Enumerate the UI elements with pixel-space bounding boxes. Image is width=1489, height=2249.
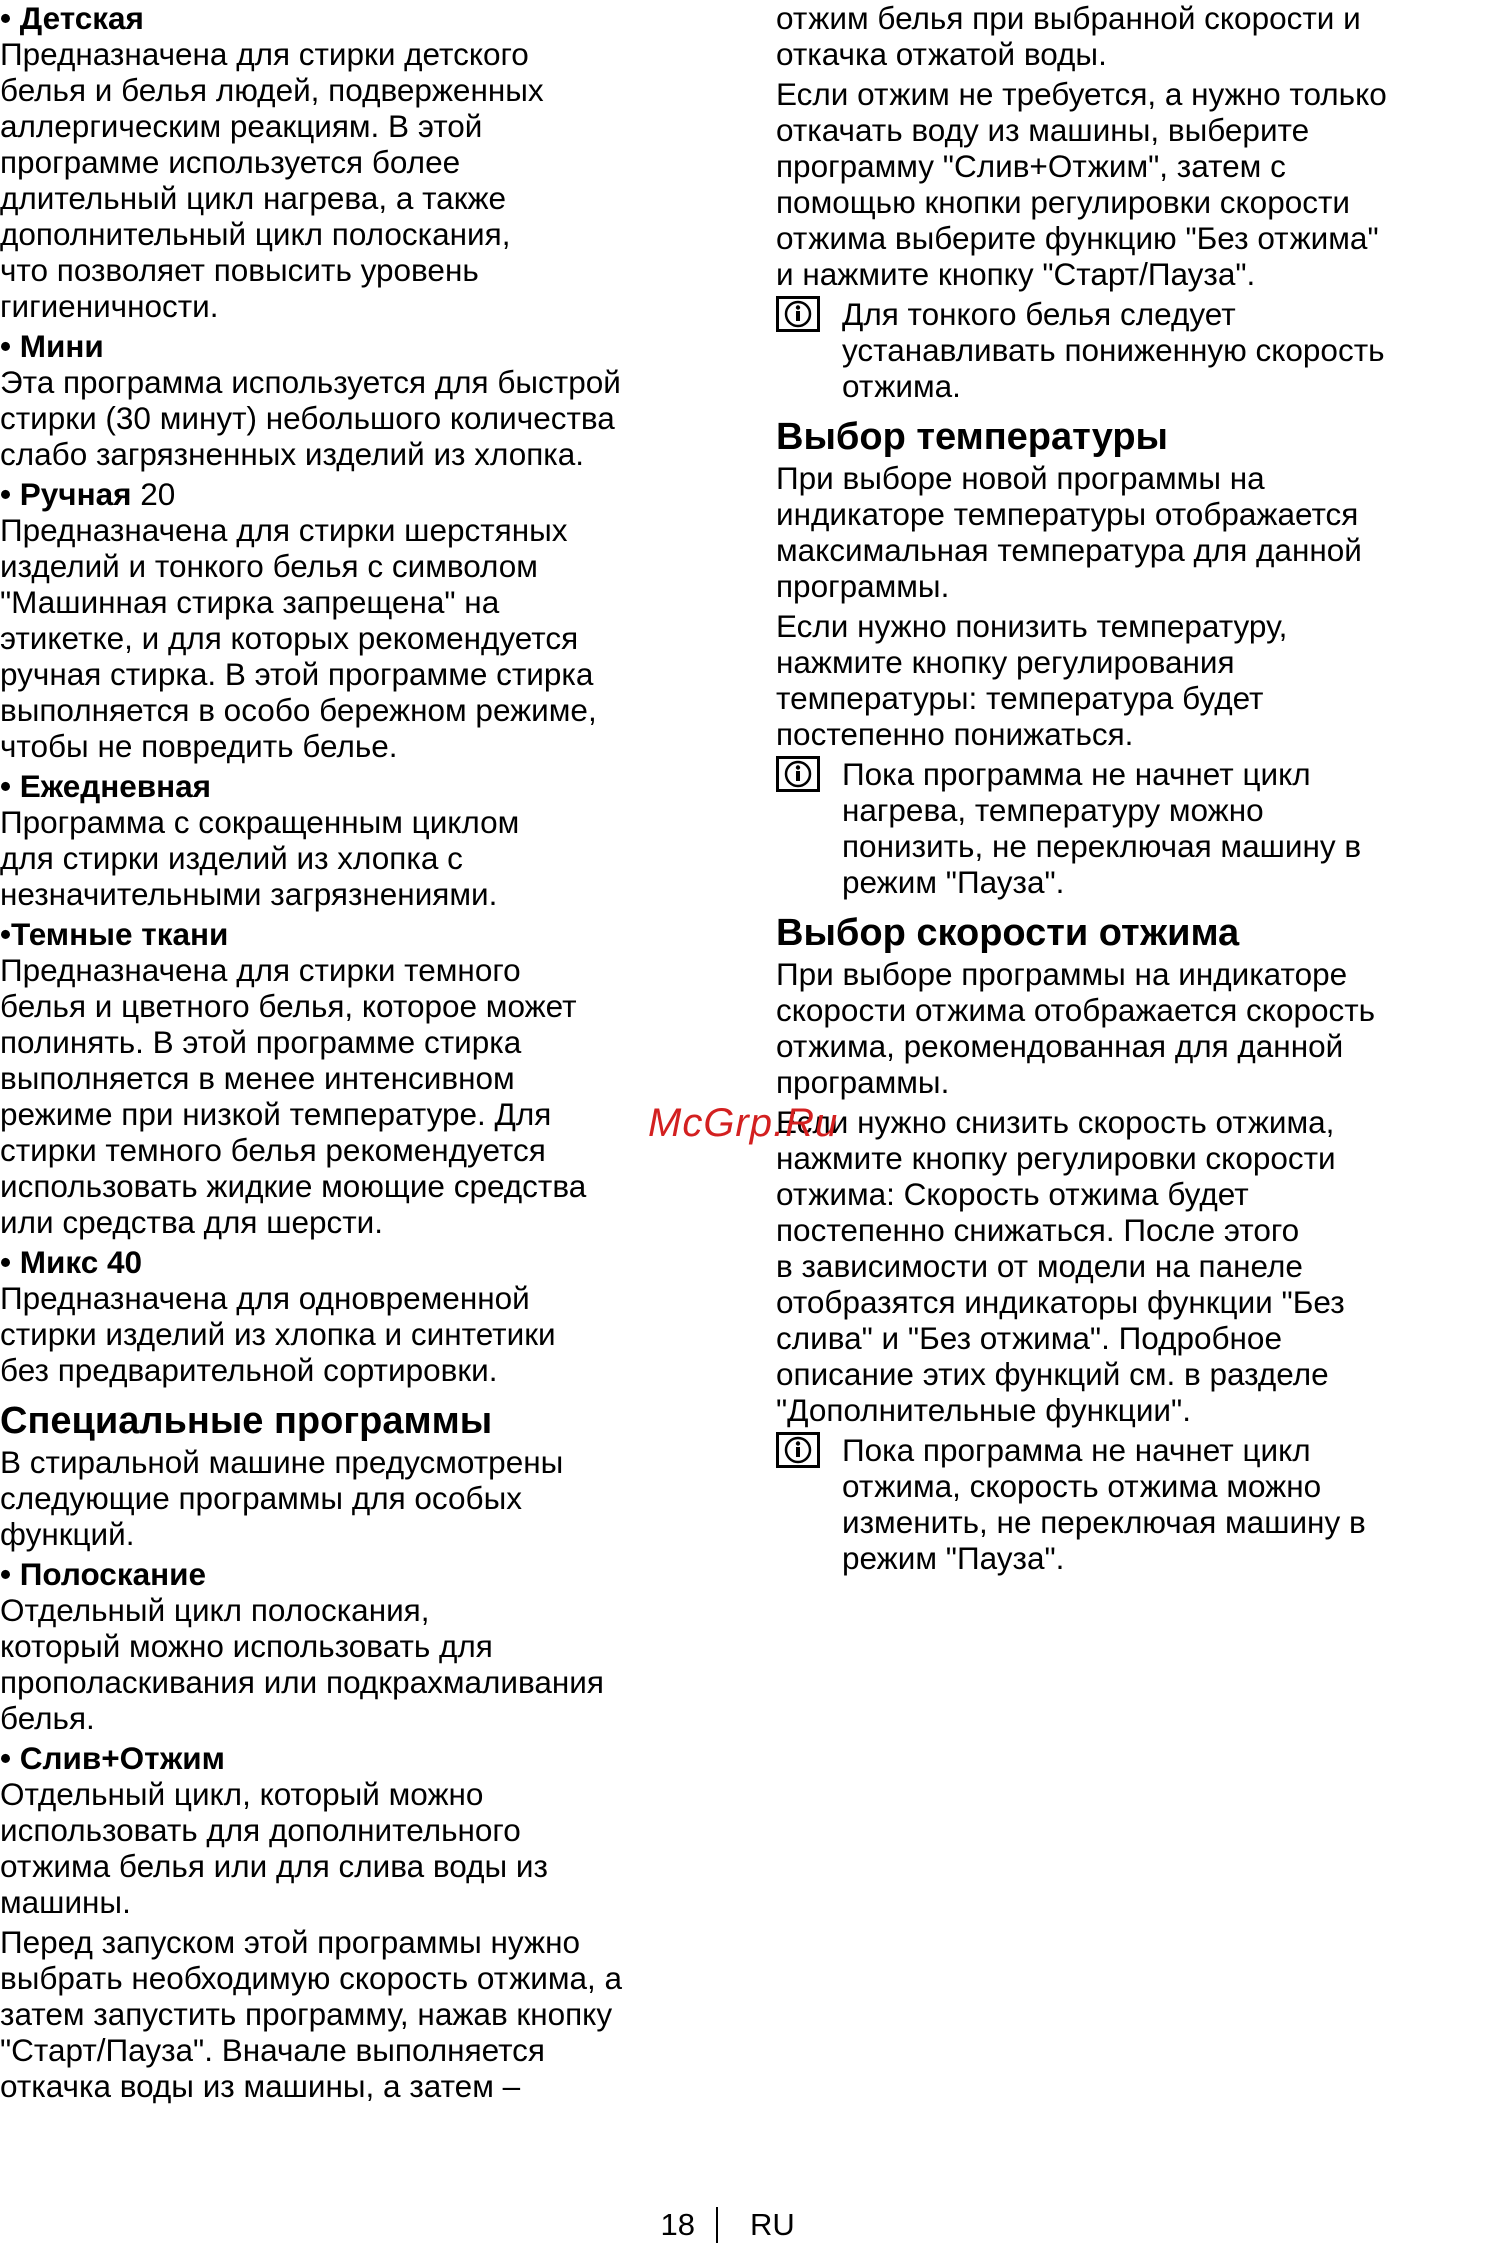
program-desc-line: этикетке, и для которых рекомендуется bbox=[0, 620, 579, 656]
paragraph-line: температуры: температура будет bbox=[776, 680, 1264, 716]
section-intro-line: В стиральной машине предусмотрены bbox=[0, 1444, 564, 1480]
program-desc-line: использовать жидкие моющие средства bbox=[0, 1168, 587, 1204]
program-desc-line: отжима белья или для слива воды из bbox=[0, 1848, 548, 1884]
program-desc-line: программе используется более bbox=[0, 144, 461, 180]
program-title-ruchnaya: • Ручная 20 bbox=[0, 476, 176, 512]
section-heading-spin-speed: Выбор скорости отжима bbox=[776, 912, 1240, 954]
program-desc-line: для стирки изделий из хлопка с bbox=[0, 840, 463, 876]
paragraph-line: Если отжим не требуется, а нужно только bbox=[776, 76, 1387, 112]
section-heading-temperature: Выбор температуры bbox=[776, 416, 1168, 458]
program-desc-line: белья и цветного белья, которое может bbox=[0, 988, 577, 1024]
program-desc-line: прополаскивания или подкрахмаливания bbox=[0, 1664, 604, 1700]
program-desc-line: слабо загрязненных изделий из хлопка. bbox=[0, 436, 585, 472]
program-title-suffix: 20 bbox=[131, 476, 176, 512]
paragraph-line: программу "Слив+Отжим", затем с bbox=[776, 148, 1286, 184]
program-desc-line: аллергическим реакциям. В этой bbox=[0, 108, 483, 144]
paragraph-line: откачать воду из машины, выберите bbox=[776, 112, 1310, 148]
section-heading-special-programs: Специальные программы bbox=[0, 1400, 493, 1442]
paragraph-line: отжима: Скорость отжима будет bbox=[776, 1176, 1249, 1212]
paragraph-line: Если нужно снизить скорость отжима, bbox=[776, 1104, 1335, 1140]
note-line: отжима. bbox=[842, 368, 961, 404]
paragraph-line: постепенно снижаться. После этого bbox=[776, 1212, 1300, 1248]
program-desc-line: режиме при низкой температуре. Для bbox=[0, 1096, 552, 1132]
note-line: нагрева, температуру можно bbox=[842, 792, 1264, 828]
program-desc-line: Эта программа используется для быстрой bbox=[0, 364, 621, 400]
page-number: 18 bbox=[660, 2207, 695, 2242]
program-desc-line: стирки изделий из хлопка и синтетики bbox=[0, 1316, 556, 1352]
left-column bbox=[0, 0, 720, 2104]
program-desc-line: ручная стирка. В этой программе стирка bbox=[0, 656, 594, 692]
program-title-mini: • Мини bbox=[0, 328, 104, 364]
paragraph-line: "Старт/Пауза". Вначале выполняется bbox=[0, 2032, 545, 2068]
paragraph-line: нажмите кнопку регулировки скорости bbox=[776, 1140, 1336, 1176]
program-desc-line: который можно использовать для bbox=[0, 1628, 493, 1664]
note-line: отжима, скорость отжима можно bbox=[842, 1468, 1322, 1504]
note-temperature bbox=[776, 756, 1489, 900]
footer-divider bbox=[716, 2207, 718, 2243]
program-desc-line: "Машинная стирка запрещена" на bbox=[0, 584, 500, 620]
paragraph-line: "Дополнительные функции". bbox=[776, 1392, 1191, 1428]
program-desc-line: незначительными загрязнениями. bbox=[0, 876, 498, 912]
note-line: режим "Пауза". bbox=[842, 1540, 1065, 1576]
note-spin-speed bbox=[776, 1432, 1489, 1576]
program-desc-line: что позволяет повысить уровень bbox=[0, 252, 479, 288]
program-desc-line: без предварительной сортировки. bbox=[0, 1352, 498, 1388]
paragraph-line: программы. bbox=[776, 568, 950, 604]
paragraph-line: скорости отжима отображается скорость bbox=[776, 992, 1376, 1028]
note-line: Пока программа не начнет цикл bbox=[842, 1432, 1311, 1468]
paragraph-line: затем запустить программу, нажав кнопку bbox=[0, 1996, 613, 2032]
info-icon bbox=[776, 1432, 820, 1468]
paragraph-line: выбрать необходимую скорость отжима, а bbox=[0, 1960, 623, 1996]
program-desc-line: Предназначена для стирки детского bbox=[0, 36, 529, 72]
paragraph-line: программы. bbox=[776, 1064, 950, 1100]
program-title-poloskanie: • Полоскание bbox=[0, 1556, 207, 1592]
paragraph-line: Если нужно понизить температуру, bbox=[776, 608, 1288, 644]
program-desc-line: стирки темного белья рекомендуется bbox=[0, 1132, 546, 1168]
paragraph-line: максимальная температура для данной bbox=[776, 532, 1362, 568]
paragraph-line: индикаторе температуры отображается bbox=[776, 496, 1359, 532]
program-desc-line: стирки (30 минут) небольшого количества bbox=[0, 400, 615, 436]
program-desc-line: полинять. В этой программе стирка bbox=[0, 1024, 522, 1060]
program-desc-line: выполняется в менее интенсивном bbox=[0, 1060, 515, 1096]
program-desc-line: Предназначена для стирки шерстяных bbox=[0, 512, 568, 548]
note-line: режим "Пауза". bbox=[842, 864, 1065, 900]
page-footer bbox=[0, 2205, 1489, 2245]
note-line: изменить, не переключая машину в bbox=[842, 1504, 1366, 1540]
paragraph-line: откачка отжатой воды. bbox=[776, 36, 1107, 72]
program-desc-line: дополнительный цикл полоскания, bbox=[0, 216, 511, 252]
program-desc-line: белья и белья людей, подверженных bbox=[0, 72, 544, 108]
program-title-detskaya: • Детская bbox=[0, 0, 144, 36]
right-column bbox=[776, 0, 1489, 1576]
paragraph-line: При выборе новой программы на bbox=[776, 460, 1265, 496]
program-title-miks-40: • Микс 40 bbox=[0, 1244, 143, 1280]
paragraph-line: При выборе программы на индикаторе bbox=[776, 956, 1348, 992]
note-line: Для тонкого белья следует bbox=[842, 296, 1236, 332]
program-desc-line: Программа с сокращенным циклом bbox=[0, 804, 520, 840]
program-desc-line: белья. bbox=[0, 1700, 95, 1736]
program-desc-line: Отдельный цикл, который можно bbox=[0, 1776, 484, 1812]
language-code: RU bbox=[750, 2207, 795, 2242]
info-icon bbox=[776, 756, 820, 792]
program-desc-line: гигиеничности. bbox=[0, 288, 219, 324]
paragraph-line: Перед запуском этой программы нужно bbox=[0, 1924, 580, 1960]
paragraph-line: помощью кнопки регулировки скорости bbox=[776, 184, 1351, 220]
program-desc-line: изделий и тонкого белья с символом bbox=[0, 548, 538, 584]
paragraph-line: откачка воды из машины, а затем – bbox=[0, 2068, 521, 2104]
paragraph-line: постепенно понижаться. bbox=[776, 716, 1134, 752]
program-desc-line: длительный цикл нагрева, а также bbox=[0, 180, 507, 216]
program-desc-line: выполняется в особо бережном режиме, bbox=[0, 692, 597, 728]
info-icon bbox=[776, 296, 820, 332]
section-intro-line: функций. bbox=[0, 1516, 135, 1552]
program-title-temnye-tkani: •Темные ткани bbox=[0, 916, 229, 952]
paragraph-line: отжима выберите функцию "Без отжима" bbox=[776, 220, 1379, 256]
note-line: устанавливать пониженную скорость bbox=[842, 332, 1385, 368]
note-line: Пока программа не начнет цикл bbox=[842, 756, 1311, 792]
paragraph-line: описание этих функций см. в разделе bbox=[776, 1356, 1329, 1392]
paragraph-line: отобразятся индикаторы функции "Без bbox=[776, 1284, 1345, 1320]
program-desc-line: Отдельный цикл полоскания, bbox=[0, 1592, 430, 1628]
program-title-sliv-otzhim: • Слив+Отжим bbox=[0, 1740, 225, 1776]
section-intro-line: следующие программы для особых bbox=[0, 1480, 522, 1516]
note-spin-delicate bbox=[776, 296, 1489, 404]
paragraph-line: отжима, рекомендованная для данной bbox=[776, 1028, 1344, 1064]
paragraph-line: слива" и "Без отжима". Подробное bbox=[776, 1320, 1282, 1356]
paragraph-line: и нажмите кнопку "Старт/Пауза". bbox=[776, 256, 1256, 292]
program-desc-line: Предназначена для одновременной bbox=[0, 1280, 530, 1316]
paragraph-line: в зависимости от модели на панеле bbox=[776, 1248, 1303, 1284]
paragraph-line: отжим белья при выбранной скорости и bbox=[776, 0, 1361, 36]
program-title-ezhednevnaya: • Ежедневная bbox=[0, 768, 212, 804]
watermark: McGrp.Ru bbox=[648, 1101, 839, 1145]
program-desc-line: машины. bbox=[0, 1884, 131, 1920]
program-desc-line: чтобы не повредить белье. bbox=[0, 728, 398, 764]
program-desc-line: использовать для дополнительного bbox=[0, 1812, 521, 1848]
program-desc-line: Предназначена для стирки темного bbox=[0, 952, 521, 988]
paragraph-line: нажмите кнопку регулирования bbox=[776, 644, 1235, 680]
note-line: понизить, не переключая машину в bbox=[842, 828, 1362, 864]
program-desc-line: или средства для шерсти. bbox=[0, 1204, 384, 1240]
